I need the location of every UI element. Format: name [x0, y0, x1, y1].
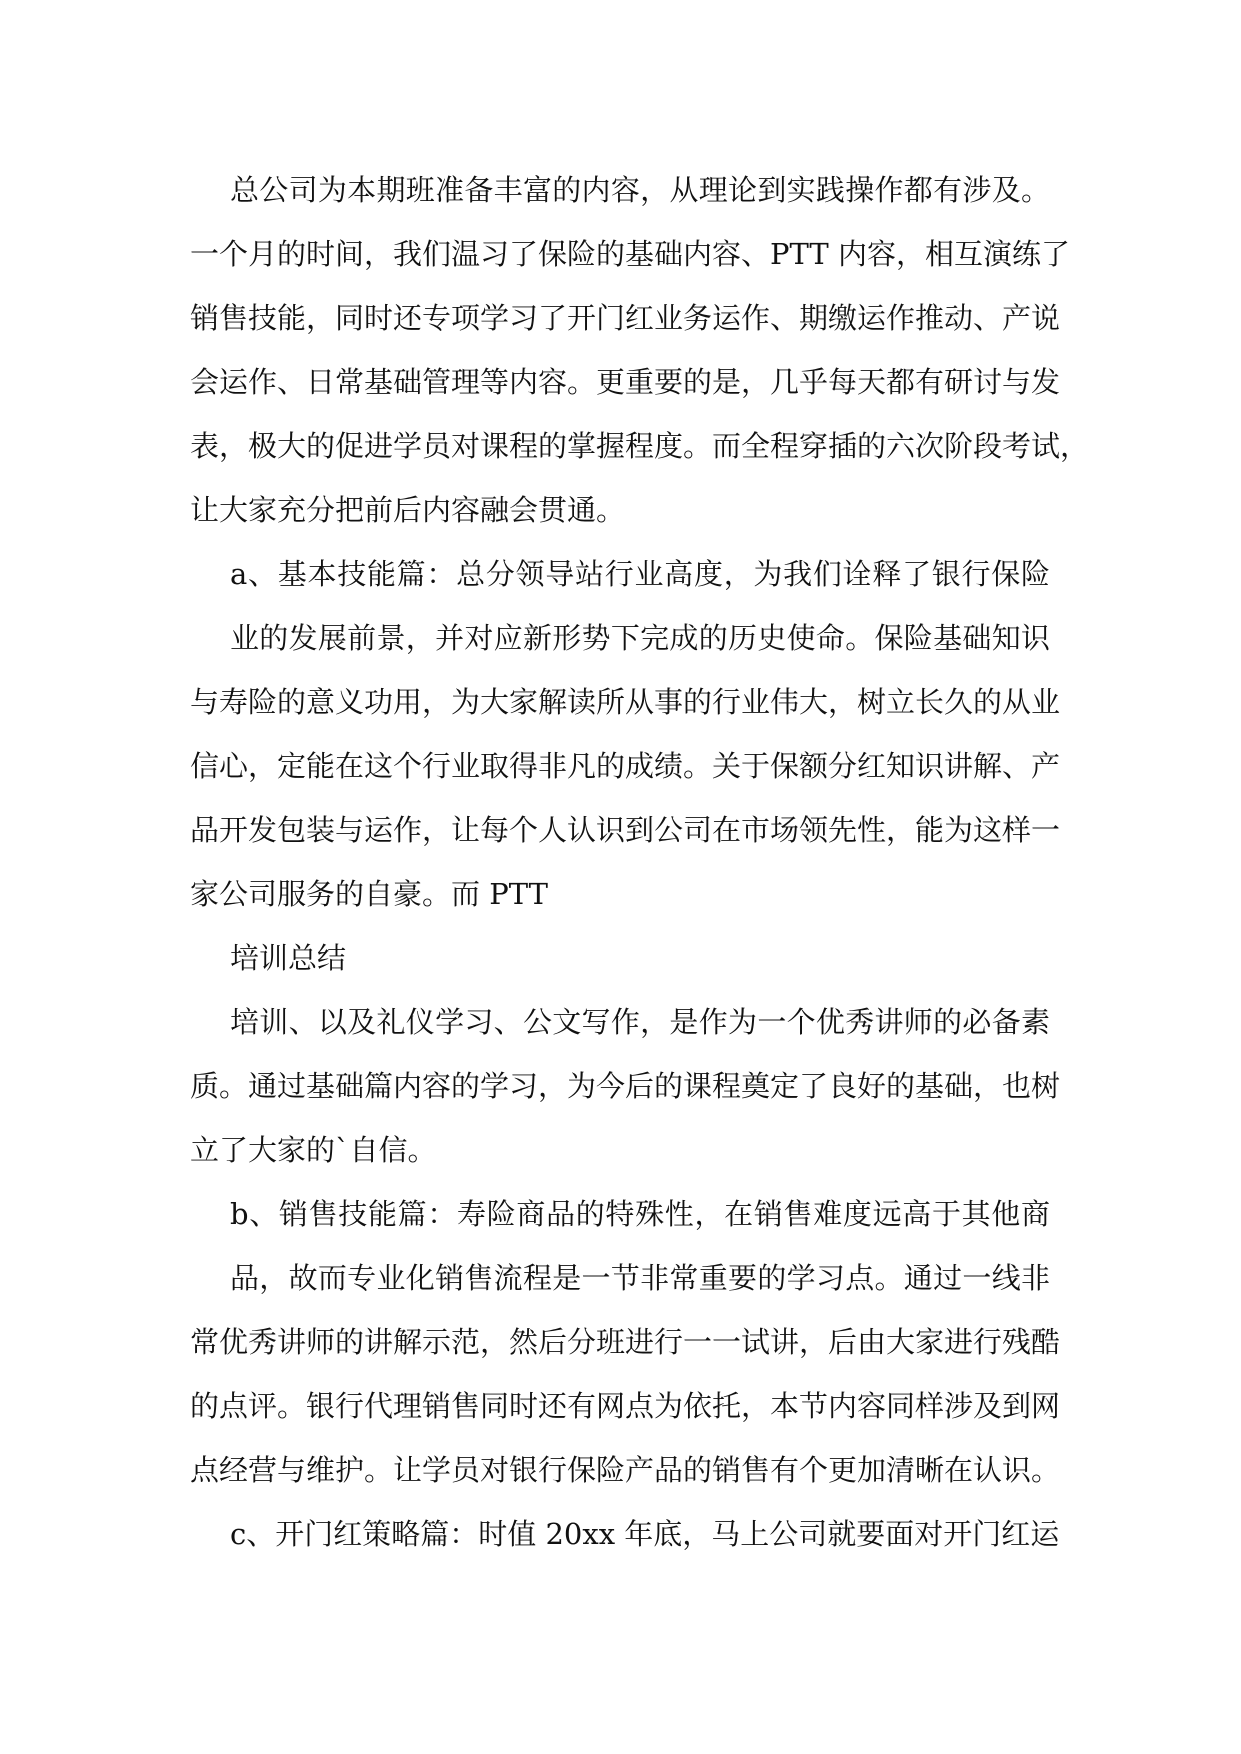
section-b-line: b、销售技能篇：寿险商品的特殊性，在销售难度远高于其他商: [230, 1197, 1050, 1231]
paragraph-line: 让大家充分把前后内容融会贯通。: [190, 493, 626, 527]
paragraph-line: 培训、以及礼仪学习、公文写作，是作为一个优秀讲师的必备素: [230, 1005, 1050, 1039]
section-heading: 培训总结: [230, 941, 347, 975]
section-c-line: c、开门红策略篇：时值 20xx 年底，马上公司就要面对开门红运: [230, 1517, 1060, 1551]
paragraph-line: 质。通过基础篇内容的学习，为今后的课程奠定了良好的基础，也树: [190, 1069, 1061, 1103]
paragraph-line: 会运作、日常基础管理等内容。更重要的是，几乎每天都有研讨与发: [190, 365, 1061, 399]
paragraph-line: 常优秀讲师的讲解示范，然后分班进行一一试讲，后由大家进行残酷: [190, 1325, 1061, 1359]
paragraph-line: 销售技能，同时还专项学习了开门红业务运作、期缴运作推动、产说: [190, 301, 1061, 335]
document-body: [190, 158, 1090, 1566]
paragraph-line: 与寿险的意义功用，为大家解读所从事的行业伟大，树立长久的从业: [190, 685, 1061, 719]
paragraph-line: 的点评。银行代理销售同时还有网点为依托，本节内容同样涉及到网: [190, 1389, 1061, 1423]
paragraph-line: 点经营与维护。让学员对银行保险产品的销售有个更加清晰在认识。: [190, 1453, 1061, 1487]
paragraph-line: 立了大家的`自信。: [190, 1133, 437, 1167]
section-a-line: a、基本技能篇：总分领导站行业高度，为我们诠释了银行保险: [230, 557, 1050, 591]
paragraph-line: 一个月的时间，我们温习了保险的基础内容、PTT 内容，相互演练了: [190, 237, 1070, 271]
paragraph-line: 家公司服务的自豪。而 PTT: [190, 877, 548, 911]
paragraph-line: 品，故而专业化销售流程是一节非常重要的学习点。通过一线非: [230, 1261, 1050, 1295]
paragraph-line: 业的发展前景，并对应新形势下完成的历史使命。保险基础知识: [230, 621, 1050, 655]
paragraph-line: 品开发包装与运作，让每个人认识到公司在市场领先性，能为这样一: [190, 813, 1061, 847]
paragraph-line: 信心，定能在这个行业取得非凡的成绩。关于保额分红知识讲解、产: [190, 749, 1061, 783]
paragraph-line: 表，极大的促进学员对课程的掌握程度。而全程穿插的六次阶段考试，: [190, 429, 1090, 463]
paragraph-line: 总公司为本期班准备丰富的内容，从理论到实践操作都有涉及。: [230, 173, 1050, 207]
